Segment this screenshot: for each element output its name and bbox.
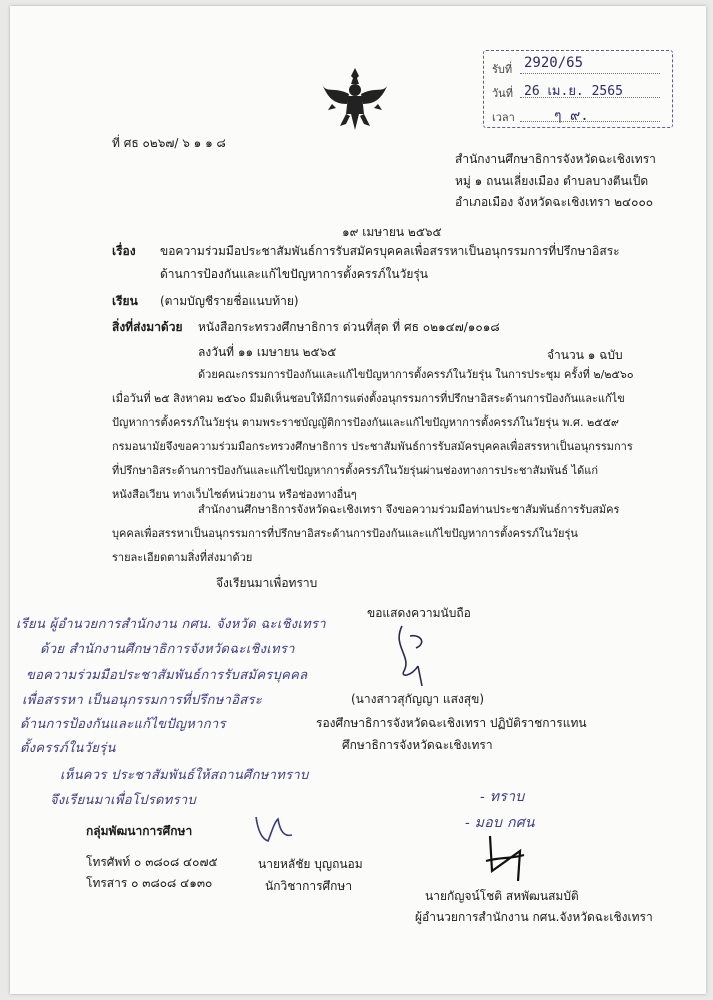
signer-title-1: รองศึกษาธิการจังหวัดฉะเชิงเทรา ปฏิบัติราชการแทน <box>316 716 587 730</box>
handwritten-note-line: ด้วย สำนักงานศึกษาธิการจังหวัดฉะเชิงเทรา <box>40 642 295 657</box>
para2-line: รายละเอียดตามสิ่งที่ส่งมาด้วย <box>112 551 253 564</box>
officer-title: นักวิชาการศึกษา <box>265 879 353 893</box>
to-label: เรียน <box>112 294 138 308</box>
enclosure-line-1: หนังสือกระทรวงศึกษาธิการ ด่วนที่สุด ที่ ศธ ๐๒๑๔๗/๑๐๑๘ <box>198 320 500 334</box>
stamp-date-label: วันที่ <box>492 87 513 100</box>
para1-line: เมื่อวันที่ ๒๕ สิงหาคม ๒๕๖๐ มีมติเห็นชอบให้มีการแต่งตั้งอนุกรรมการที่ปรึกษาอิสระด้านการป้องกันและแก้ไข <box>112 392 625 405</box>
enclosure-label: สิ่งที่ส่งมาด้วย <box>112 320 183 334</box>
director-note: - มอบ กศน <box>465 815 535 831</box>
stamp-time-value: ๆ ๙. <box>554 108 589 124</box>
officer-name: นายหลัชัย บุญถนอม <box>258 857 363 871</box>
director-signature <box>480 831 540 886</box>
para1-line: กรมอนามัยจึงขอความร่วมมือกระทรวงศึกษาธิการ ประชาสัมพันธ์การรับสมัครบุคคลเพื่อสรรหาเป็นอนุกรรมการ <box>112 440 633 453</box>
subject-line-1: ขอความร่วมมือประชาสัมพันธ์การรับสมัครบุคคลเพื่อสรรหาเป็นอนุกรรมการที่ปรึกษาอิสระ <box>160 244 620 258</box>
subject-line-2: ด้านการป้องกันและแก้ไขปัญหาการตั้งครรภ์ในวัยรุ่น <box>160 267 429 281</box>
reference-number: ที่ ศธ ๐๒๖๗/ ๖ ๑ ๑ ๘ <box>112 136 226 150</box>
garuda-emblem-icon <box>320 64 390 132</box>
enclosure-line-2: ลงวันที่ ๑๑ เมษายน ๒๕๖๕ <box>198 345 337 359</box>
contact-group: กลุ่มพัฒนาการศึกษา <box>86 824 193 838</box>
contact-fax: โทรสาร ๐ ๓๘๐๘ ๔๑๓๐ <box>86 876 213 890</box>
received-stamp <box>483 50 673 128</box>
handwritten-note-line: ด้านการป้องกันและแก้ไขปัญหาการ <box>20 717 226 732</box>
handwritten-note-line: เรียน ผู้อำนวยการสำนักงาน กศน. จังหวัด ฉะเชิงเทรา <box>16 617 326 632</box>
stamp-no-label: รับที่ <box>492 63 513 76</box>
para1-line: ด้วยคณะกรรมการป้องกันและแก้ไขปัญหาการตั้งครรภ์ในวัยรุ่น ในการประชุม ครั้งที่ ๒/๒๕๖๐ <box>198 368 634 381</box>
deputy-signature <box>382 616 452 696</box>
letter-paper <box>10 6 706 994</box>
enclosure-count: จำนวน ๑ ฉบับ <box>547 348 623 362</box>
stamp-no-value: 2920/65 <box>524 55 584 71</box>
stamp-time-label: เวลา <box>492 111 515 124</box>
handwritten-note-line: จึงเรียนมาเพื่อโปรดทราบ <box>50 793 197 808</box>
sender-line-2: หมู่ ๑ ถนนเลี่ยงเมือง ตำบลบางตีนเป็ด <box>455 174 649 188</box>
sender-line-3: อำเภอเมือง จังหวัดฉะเชิงเทรา ๒๔๐๐๐ <box>455 195 654 209</box>
handwritten-note-line: เพื่อสรรหา เป็นอนุกรรมการที่ปรึกษาอิสระ <box>22 693 263 708</box>
contact-phone: โทรศัพท์ ๐ ๓๘๐๘ ๔๐๗๕ <box>86 855 218 869</box>
to-value: (ตามบัญชีรายชื่อแนบท้าย) <box>160 294 299 308</box>
para2-line: บุคคลเพื่อสรรหาเป็นอนุกรรมการที่ปรึกษาอิสระด้านการป้องกันและแก้ไขปัญหาการตั้งครรภ์ในวัยรุ่น <box>112 527 578 540</box>
handwritten-note-line: เห็นควร ประชาสัมพันธ์ให้สถานศึกษาทราบ <box>60 768 309 783</box>
closing-text: จึงเรียนมาเพื่อทราบ <box>216 576 318 590</box>
handwritten-note-line: ขอความร่วมมือประชาสัมพันธ์การรับสมัครบุคคล <box>26 668 308 683</box>
stamp-date-value: 26 เม.ย. 2565 <box>524 84 623 99</box>
officer-signature <box>250 811 300 851</box>
para1-line: ที่ปรึกษาอิสระด้านการป้องกันและแก้ไขปัญหาการตั้งครรภ์ในวัยรุ่นผ่านช่องทางการประชาสัมพันธ์ ได้แก่ <box>112 464 598 477</box>
signer-title-2: ศึกษาธิการจังหวัดฉะเชิงเทรา <box>342 738 493 752</box>
director-name: นายกัญจน์โชติ สหพัฒนสมบัติ <box>425 889 579 903</box>
director-note: - ทราบ <box>480 789 525 805</box>
para1-line: หนังสือเวียน ทางเว็บไซต์หน่วยงาน หรือช่องทางอื่นๆ <box>112 488 357 501</box>
regards-text: ขอแสดงความนับถือ <box>367 606 471 620</box>
subject-label: เรื่อง <box>112 244 136 258</box>
sender-line-1: สำนักงานศึกษาธิการจังหวัดฉะเชิงเทรา <box>455 152 656 166</box>
signer-name: (นางสาวสุกัญญา แสงสุข) <box>351 692 485 706</box>
para1-line: ปัญหาการตั้งครรภ์ในวัยรุ่น ตามพระราชบัญญัติการป้องกันและแก้ไขปัญหาการตั้งครรภ์ในวัยรุ่น พ.ศ. ๒๕๕๙ <box>112 416 619 429</box>
handwritten-note-line: ตั้งครรภ์ในวัยรุ่น <box>20 741 116 756</box>
para2-line: สำนักงานศึกษาธิการจังหวัดฉะเชิงเทรา จึงขอความร่วมมือท่านประชาสัมพันธ์การรับสมัคร <box>198 503 620 516</box>
letter-date: ๑๙ เมษายน ๒๕๖๕ <box>342 225 442 239</box>
director-title: ผู้อำนวยการสำนักงาน กศน.จังหวัดฉะเชิงเทรา <box>415 910 653 924</box>
